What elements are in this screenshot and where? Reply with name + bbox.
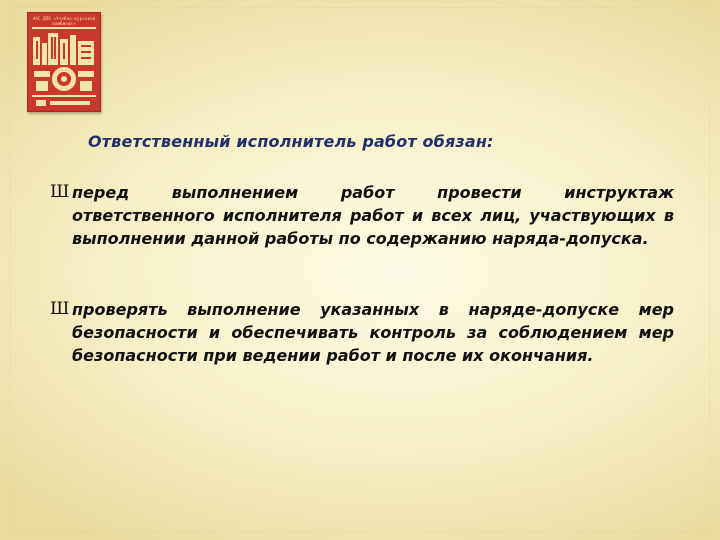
slide — [10, 7, 710, 533]
industrial-emblem-icon — [28, 13, 100, 111]
bullet-marker: Ш — [50, 182, 70, 202]
page-title: Ответственный исполнитель работ обязан: — [88, 132, 494, 151]
bullet-text: перед выполнением работ провести инструктаж ответственного исполнителя работ и всех лиц, участвующих в выполнении данной работы по содержанию наряда-допуска. — [72, 183, 674, 248]
bullet-marker: Ш — [50, 299, 70, 319]
bullet-text: проверять выполнение указанных в наряде-допуске мер безопасности и обеспечивать контроль за соблюдением мер безопасности при ведении работ и после их окончания. — [72, 300, 674, 365]
company-logo — [27, 12, 101, 112]
logo-caption: ААС ДПО «Учебно-курсовой комбинат» — [32, 16, 96, 26]
